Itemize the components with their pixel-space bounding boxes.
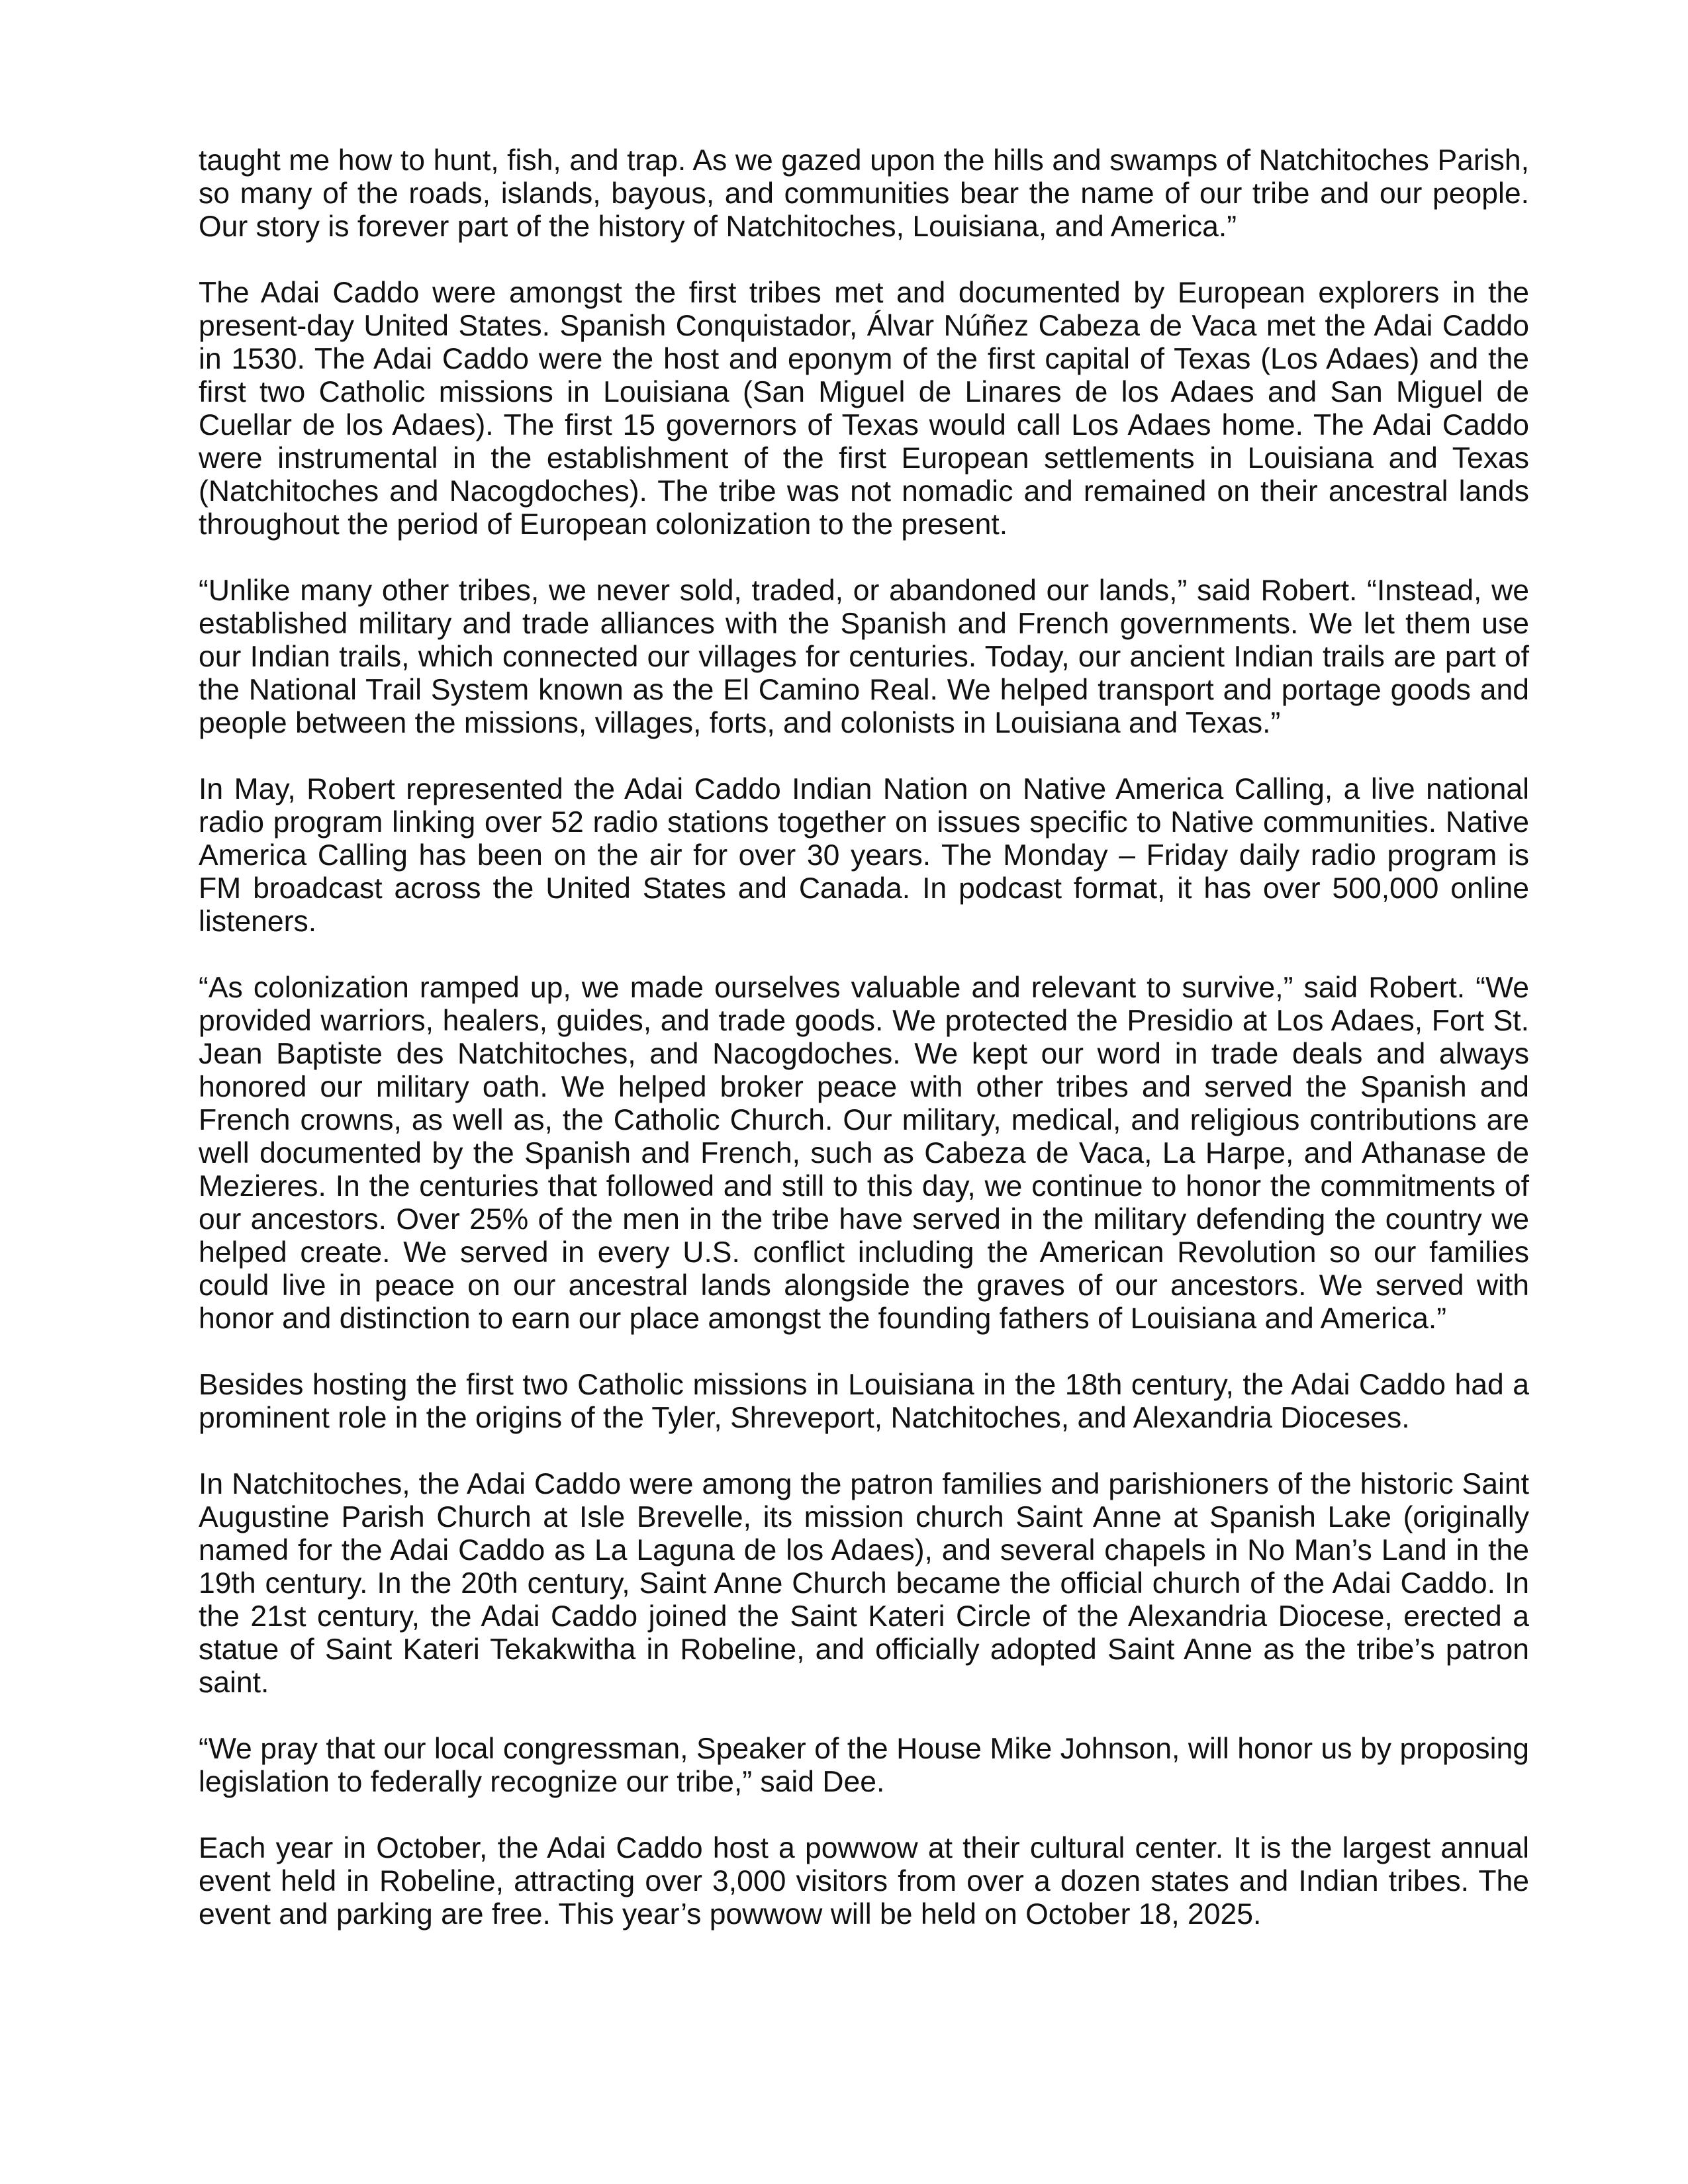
paragraph-radio: In May, Robert represented the Adai Caddo Indian Nation on Native America Calling, a live national radio program linking over 52 radio stations together on issues specific to Native communities. Native America Calling has been on the air for over 30 years. The Monday – Friday daily radio program is FM broadcast across the United States and Canada. In podcast format, it has over 500,000 online listeners. — [199, 773, 1529, 938]
paragraph-history: The Adai Caddo were amongst the first tribes met and documented by European explorers in the present-day United States. Spanish Conquistador, Álvar Núñez Cabeza de Vaca met the Adai Caddo in 1530. The Adai Caddo were the host and eponym of the first capital of Texas (Los Adaes) and the first two Catholic missions in Louisiana (San Miguel de Linares de los Adaes and San Miguel de Cuellar de los Adaes). The first 15 governors of Texas would call Los Adaes home. The Adai Caddo were instrumental in the establishment of the first European settlements in Louisiana and Texas (Natchitoches and Nacogdoches). The tribe was not nomadic and remained on their ancestral lands throughout the period of European colonization to the present. — [199, 277, 1529, 541]
paragraph-continuation: taught me how to hunt, fish, and trap. As we gazed upon the hills and swamps of Natchitoches Parish, so many of the roads, islands, bayous, and communities bear the name of our tribe and our people. Our story is forever part of the history of Natchitoches, Louisiana, and America.” — [199, 144, 1529, 243]
paragraph-powwow: Each year in October, the Adai Caddo host a powwow at their cultural center. It is the largest annual event held in Robeline, attracting over 3,000 visitors from over a dozen states and Indian tribes. The event and parking are free. This year’s powwow will be held on October 18, 2025. — [199, 1832, 1529, 1931]
paragraph-prayer-quote: “We pray that our local congressman, Speaker of the House Mike Johnson, will honor us by proposing legislation to federally recognize our tribe,” said Dee. — [199, 1733, 1529, 1798]
paragraph-lands-quote: “Unlike many other tribes, we never sold, traded, or abandoned our lands,” said Robert. “Instead, we established military and trade alliances with the Spanish and French governments. We let them use our Indian trails, which connected our villages for centuries. Today, our ancient Indian trails are part of the National Trail System known as the El Camino Real. We helped transport and portage goods and people between the missions, villages, forts, and colonists in Louisiana and Texas.” — [199, 574, 1529, 739]
paragraph-missions: Besides hosting the first two Catholic missions in Louisiana in the 18th century, the Adai Caddo had a prominent role in the origins of the Tyler, Shreveport, Natchitoches, and Alexandria Dioceses. — [199, 1369, 1529, 1434]
paragraph-churches: In Natchitoches, the Adai Caddo were among the patron families and parishioners of the historic Saint Augustine Parish Church at Isle Brevelle, its mission church Saint Anne at Spanish Lake (originally named for the Adai Caddo as La Laguna de los Adaes), and several chapels in No Man’s Land in the 19th century. In the 20th century, Saint Anne Church became the official church of the Adai Caddo. In the 21st century, the Adai Caddo joined the Saint Kateri Circle of the Alexandria Diocese, erected a statue of Saint Kateri Tekakwitha in Robeline, and officially adopted Saint Anne as the tribe’s patron saint. — [199, 1468, 1529, 1699]
paragraph-colonization-quote: “As colonization ramped up, we made ourselves valuable and relevant to survive,” said Robert. “We provided warriors, healers, guides, and trade goods. We protected the Presidio at Los Adaes, Fort St. Jean Baptiste des Natchitoches, and Nacogdoches. We kept our word in trade deals and always honored our military oath. We helped broker peace with other tribes and served the Spanish and French crowns, as well as, the Catholic Church. Our military, medical, and religious contributions are well documented by the Spanish and French, such as Cabeza de Vaca, La Harpe, and Athanase de Mezieres. In the centuries that followed and still to this day, we continue to honor the commitments of our ancestors. Over 25% of the men in the tribe have served in the military defending the country we helped create. We served in every U.S. conflict including the American Revolution so our families could live in peace on our ancestral lands alongside the graves of our ancestors. We served with honor and distinction to earn our place amongst the founding fathers of Louisiana and America.” — [199, 972, 1529, 1335]
document-page — [199, 144, 1529, 1964]
